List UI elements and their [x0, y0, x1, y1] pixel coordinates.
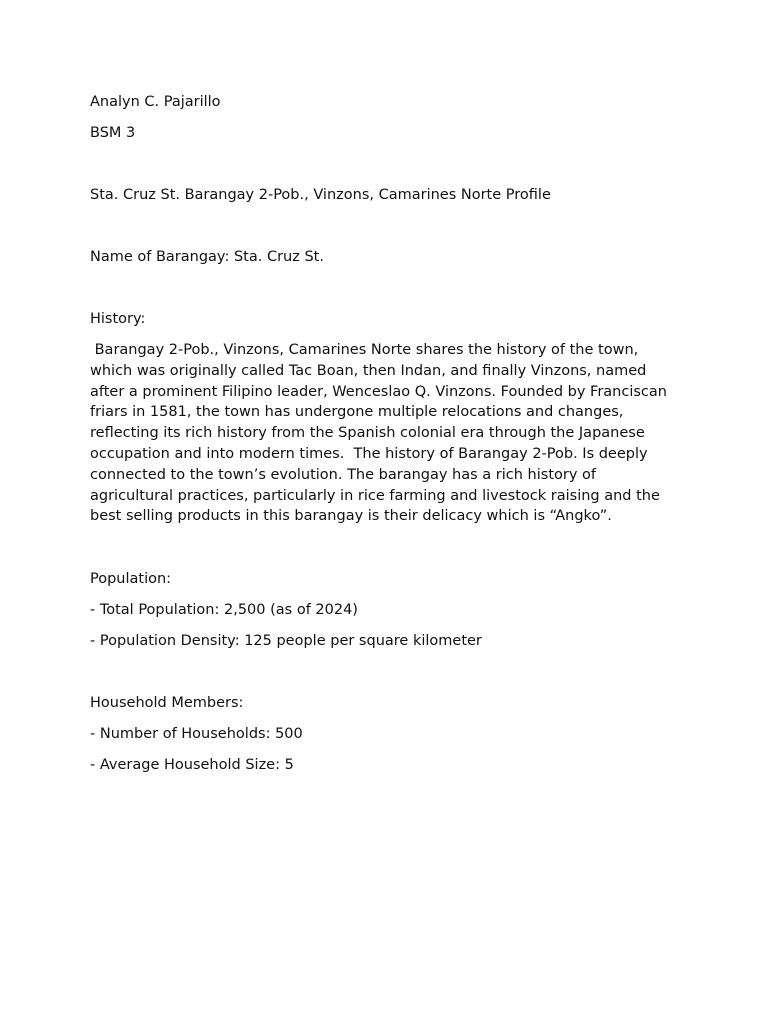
total-population: - Total Population: 2,500 (as of 2024): [90, 602, 358, 619]
history-paragraph: Barangay 2-Pob., Vinzons, Camarines Norte shares the history of the town, which was originally called Tac Boan, then Indan, and finally Vinzons, named after a prominent Filipino leader, Wenceslao Q. Vinzons. Founded by Franciscan friars in 1581, the town has undergone multiple relocations and changes, reflecting its rich history from the Spanish colonial era through the Japanese occupation and into modern times. The history of Barangay 2-Pob. Is deeply connected to the town’s evolution. The barangay has a rich history of agricultural practices, particularly in rice farming and livestock raising and the best selling products in this barangay is their delicacy which is “Angko”.: [90, 342, 672, 525]
population-heading: Population:: [90, 571, 172, 588]
author-name: Analyn C. Pajarillo: [90, 94, 221, 110]
course-label: BSM 3: [90, 125, 136, 141]
barangay-name: Name of Barangay: Sta. Cruz St.: [90, 249, 324, 265]
history-heading: History:: [90, 311, 146, 327]
household-count: - Number of Households: 500: [90, 726, 303, 743]
document-title: Sta. Cruz St. Barangay 2-Pob., Vinzons, Camarines Norte Profile: [90, 187, 551, 203]
document-page: [90, 92, 690, 775]
household-average-size: - Average Household Size: 5: [90, 757, 294, 774]
household-heading: Household Members:: [90, 695, 244, 712]
population-density: - Population Density: 125 people per square kilometer: [90, 633, 482, 650]
